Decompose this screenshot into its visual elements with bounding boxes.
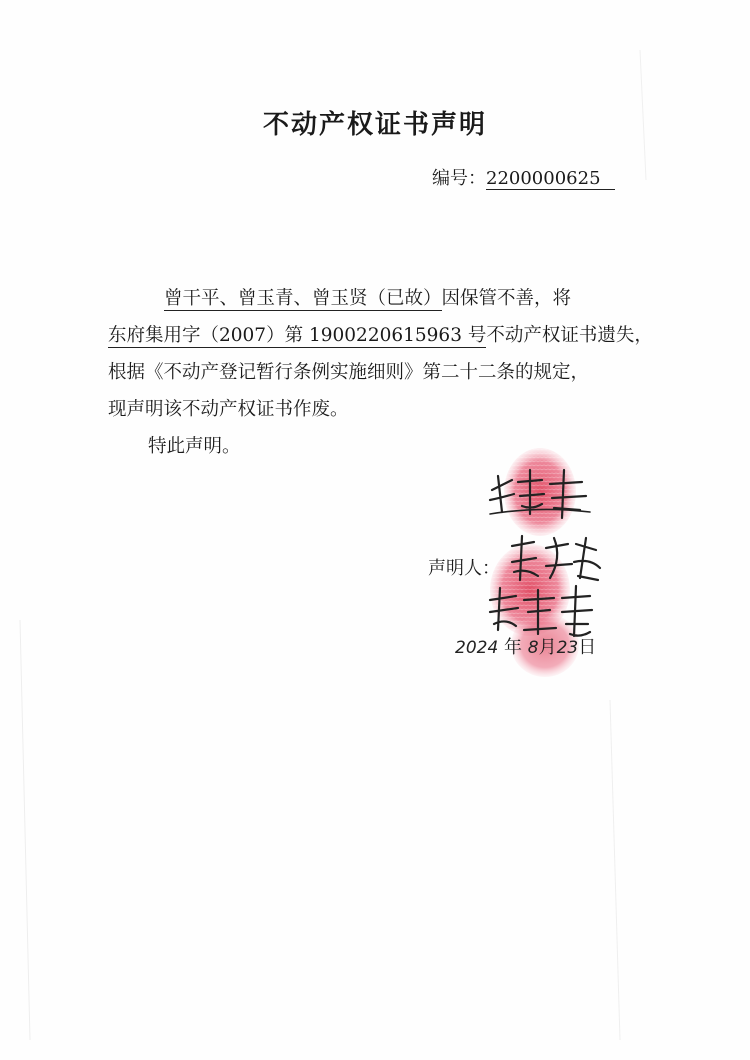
declarant-label: 声明人：	[428, 558, 500, 579]
date-day: 23	[556, 638, 579, 658]
declaration-body	[108, 280, 653, 465]
body-line-3: 根据《不动产登记暂行条例实施细则》第二十二条的规定，	[108, 362, 590, 383]
page-title: 不动产权证书声明	[262, 110, 487, 140]
certificate-number: 东府集用字（2007）第 1900220615963 号	[108, 325, 487, 346]
date-year: 2024	[455, 638, 499, 658]
body-line-1-rest: 因保管不善，将	[441, 288, 572, 309]
document-number-label: 编号：	[432, 168, 486, 189]
body-line-5: 特此声明。	[148, 436, 241, 457]
date-month: 8	[527, 638, 539, 658]
document-number-value: 2200000625	[486, 169, 615, 190]
owner-names: 曾干平、曾玉青、曾玉贤（已故）	[164, 288, 442, 309]
body-line-4: 现声明该不动产权证书作废。	[108, 399, 349, 420]
signing-date	[455, 633, 596, 659]
date-year-suffix: 年	[504, 637, 522, 658]
document-number	[432, 164, 615, 190]
body-line-2	[108, 317, 653, 354]
fingerprint-1	[504, 448, 576, 536]
date-month-suffix: 月	[538, 637, 557, 658]
body-line-1	[108, 280, 648, 317]
date-day-suffix: 日	[578, 637, 597, 658]
body-line-2-rest: 不动产权证书遗失，	[486, 325, 653, 346]
